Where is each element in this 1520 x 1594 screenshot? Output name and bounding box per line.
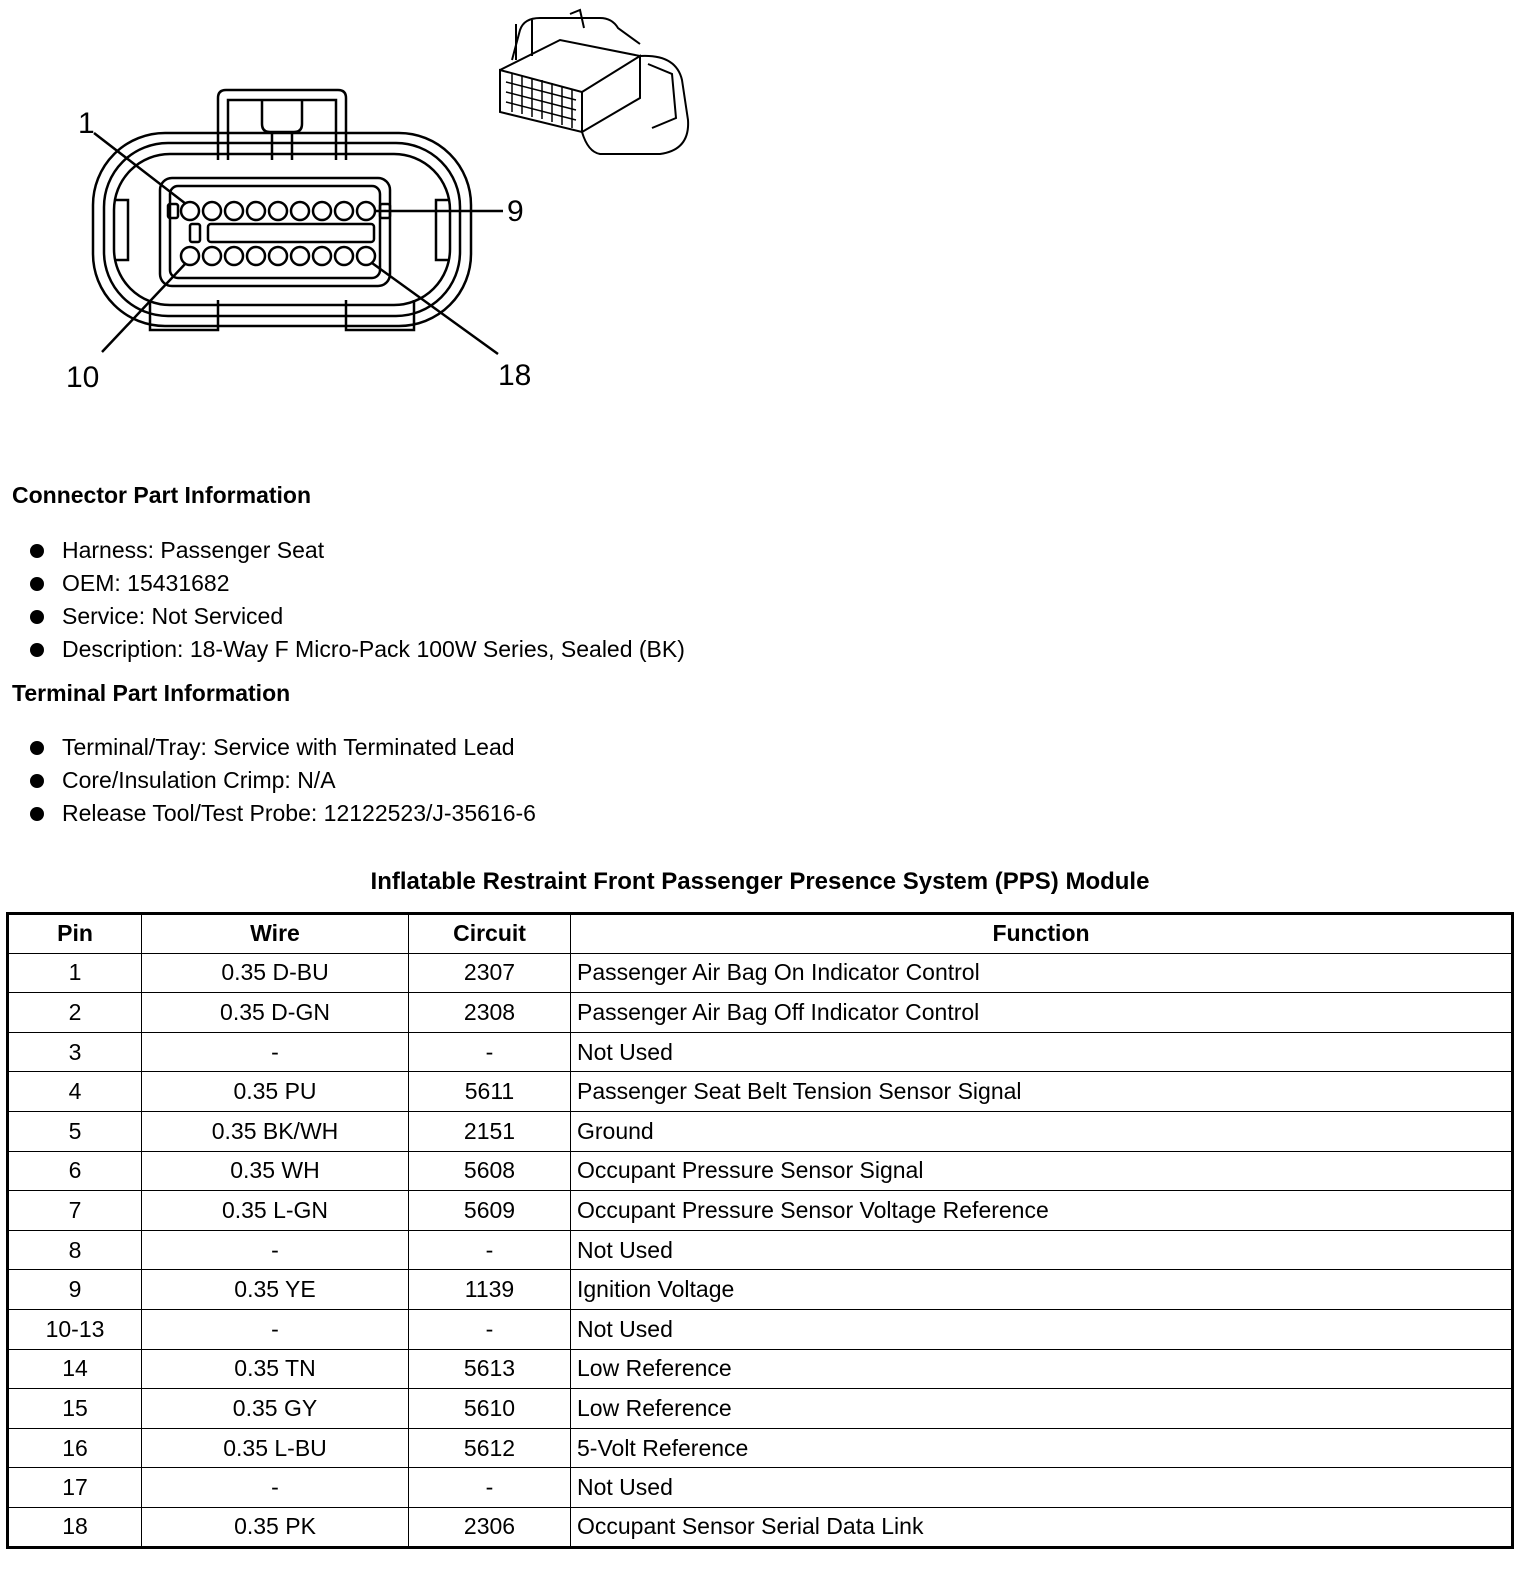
cell-function: Passenger Air Bag On Indicator Control <box>571 953 1513 993</box>
list-item: OEM: 15431682 <box>30 567 685 600</box>
bullet-icon <box>30 807 44 821</box>
table-row <box>8 1032 1513 1072</box>
connector-part-info-list <box>30 534 685 666</box>
cell-function: Occupant Sensor Serial Data Link <box>571 1507 1513 1547</box>
contact-cavity <box>160 178 390 286</box>
cell-wire: 0.35 L-BU <box>142 1428 409 1468</box>
cell-wire: - <box>142 1032 409 1072</box>
connector-3d-illustration <box>500 10 688 154</box>
pin-17 <box>335 247 353 265</box>
bullet-icon <box>30 643 44 657</box>
cell-wire: 0.35 PK <box>142 1507 409 1547</box>
table-row <box>8 993 1513 1033</box>
cell-pin: 7 <box>8 1191 142 1231</box>
cell-circuit: 5610 <box>409 1389 571 1429</box>
cell-pin: 16 <box>8 1428 142 1468</box>
terminal-part-info-list <box>30 731 536 830</box>
pin-16 <box>313 247 331 265</box>
list-item: Release Tool/Test Probe: 12122523/J-35616-6 <box>30 797 536 830</box>
cell-function: Low Reference <box>571 1389 1513 1429</box>
cell-function: Not Used <box>571 1230 1513 1270</box>
pin-15 <box>291 247 309 265</box>
list-item: Core/Insulation Crimp: N/A <box>30 764 536 797</box>
cell-function: Not Used <box>571 1032 1513 1072</box>
cell-pin: 4 <box>8 1072 142 1112</box>
cell-function: Occupant Pressure Sensor Voltage Reference <box>571 1191 1513 1231</box>
cell-wire: 0.35 D-GN <box>142 993 409 1033</box>
pin-6 <box>291 202 309 220</box>
cell-circuit: - <box>409 1309 571 1349</box>
cell-circuit: 1139 <box>409 1270 571 1310</box>
cell-function: Passenger Air Bag Off Indicator Control <box>571 993 1513 1033</box>
pin-9 <box>357 202 375 220</box>
cell-wire: 0.35 BK/WH <box>142 1111 409 1151</box>
cell-circuit: 5612 <box>409 1428 571 1468</box>
cell-function: 5-Volt Reference <box>571 1428 1513 1468</box>
header-circuit: Circuit <box>409 914 571 954</box>
bullet-icon <box>30 610 44 624</box>
cell-function: Ground <box>571 1111 1513 1151</box>
pin-label-18: 18 <box>498 359 532 392</box>
table-row <box>8 1072 1513 1112</box>
cell-pin: 2 <box>8 993 142 1033</box>
table-row <box>8 1309 1513 1349</box>
cell-pin: 6 <box>8 1151 142 1191</box>
header-function: Function <box>571 914 1513 954</box>
leader-line-18 <box>372 263 498 354</box>
bullet-icon <box>30 577 44 591</box>
cell-wire: 0.35 L-GN <box>142 1191 409 1231</box>
cell-pin: 15 <box>8 1389 142 1429</box>
cell-wire: 0.35 PU <box>142 1072 409 1112</box>
pin-5 <box>269 202 287 220</box>
connector-diagram <box>0 0 720 420</box>
pin-1 <box>181 202 199 220</box>
cell-wire: 0.35 WH <box>142 1151 409 1191</box>
pin-10 <box>181 247 199 265</box>
cell-function: Passenger Seat Belt Tension Sensor Signal <box>571 1072 1513 1112</box>
bullet-icon <box>30 544 44 558</box>
bullet-icon <box>30 741 44 755</box>
cell-pin: 9 <box>8 1270 142 1310</box>
list-item: Harness: Passenger Seat <box>30 534 685 567</box>
terminal-part-info-title: Terminal Part Information <box>12 680 291 706</box>
table-row <box>8 1230 1513 1270</box>
header-pin: Pin <box>8 914 142 954</box>
cell-wire: 0.35 TN <box>142 1349 409 1389</box>
cell-function: Ignition Voltage <box>571 1270 1513 1310</box>
cell-pin: 8 <box>8 1230 142 1270</box>
connector-part-info-title: Connector Part Information <box>12 482 312 508</box>
pin-label-9: 9 <box>507 195 524 228</box>
pin-3 <box>225 202 243 220</box>
cell-circuit: 2308 <box>409 993 571 1033</box>
cell-pin: 17 <box>8 1468 142 1508</box>
leader-line-10 <box>102 263 186 352</box>
table-row <box>8 1151 1513 1191</box>
cell-function: Not Used <box>571 1309 1513 1349</box>
pinout-table <box>6 912 1514 1549</box>
cell-pin: 10-13 <box>8 1309 142 1349</box>
cell-wire: - <box>142 1309 409 1349</box>
cell-wire: 0.35 GY <box>142 1389 409 1429</box>
cell-wire: - <box>142 1468 409 1508</box>
connector-housing-inner <box>104 143 460 316</box>
cell-circuit: 5609 <box>409 1191 571 1231</box>
cell-circuit: 2306 <box>409 1507 571 1547</box>
cell-pin: 18 <box>8 1507 142 1547</box>
connector-housing-outer <box>93 133 471 326</box>
cell-function: Occupant Pressure Sensor Signal <box>571 1151 1513 1191</box>
cell-circuit: 5611 <box>409 1072 571 1112</box>
cell-pin: 3 <box>8 1032 142 1072</box>
pin-4 <box>247 202 265 220</box>
list-item: Description: 18-Way F Micro-Pack 100W Series, Sealed (BK) <box>30 633 685 666</box>
cell-circuit: - <box>409 1032 571 1072</box>
cell-wire: 0.35 D-BU <box>142 953 409 993</box>
cell-circuit: - <box>409 1468 571 1508</box>
pin-7 <box>313 202 331 220</box>
table-body <box>8 953 1513 1547</box>
pin-14 <box>269 247 287 265</box>
cell-wire: 0.35 YE <box>142 1270 409 1310</box>
cell-pin: 5 <box>8 1111 142 1151</box>
table-row <box>8 1191 1513 1231</box>
list-item: Service: Not Serviced <box>30 600 685 633</box>
pin-11 <box>203 247 221 265</box>
cell-circuit: 2151 <box>409 1111 571 1151</box>
table-row <box>8 1507 1513 1547</box>
pin-18 <box>357 247 375 265</box>
table-row <box>8 1349 1513 1389</box>
pin-2 <box>203 202 221 220</box>
cell-function: Not Used <box>571 1468 1513 1508</box>
cell-wire: - <box>142 1230 409 1270</box>
pin-label-1: 1 <box>78 107 95 140</box>
header-wire: Wire <box>142 914 409 954</box>
table-row <box>8 1111 1513 1151</box>
cell-circuit: 5613 <box>409 1349 571 1389</box>
cell-function: Low Reference <box>571 1349 1513 1389</box>
cell-pin: 1 <box>8 953 142 993</box>
pin-12 <box>225 247 243 265</box>
cell-circuit: - <box>409 1230 571 1270</box>
table-title: Inflatable Restraint Front Passenger Presence System (PPS) Module <box>370 868 1150 895</box>
table-row <box>8 1270 1513 1310</box>
cell-pin: 14 <box>8 1349 142 1389</box>
table-row <box>8 1468 1513 1508</box>
table-row <box>8 953 1513 993</box>
cell-circuit: 2307 <box>409 953 571 993</box>
cell-circuit: 5608 <box>409 1151 571 1191</box>
bullet-icon <box>30 774 44 788</box>
pin-8 <box>335 202 353 220</box>
table-row <box>8 1389 1513 1429</box>
pin-13 <box>247 247 265 265</box>
table-row <box>8 1428 1513 1468</box>
pin-label-10: 10 <box>66 361 100 394</box>
list-item: Terminal/Tray: Service with Terminated Lead <box>30 731 536 764</box>
table-header-row <box>8 914 1513 954</box>
